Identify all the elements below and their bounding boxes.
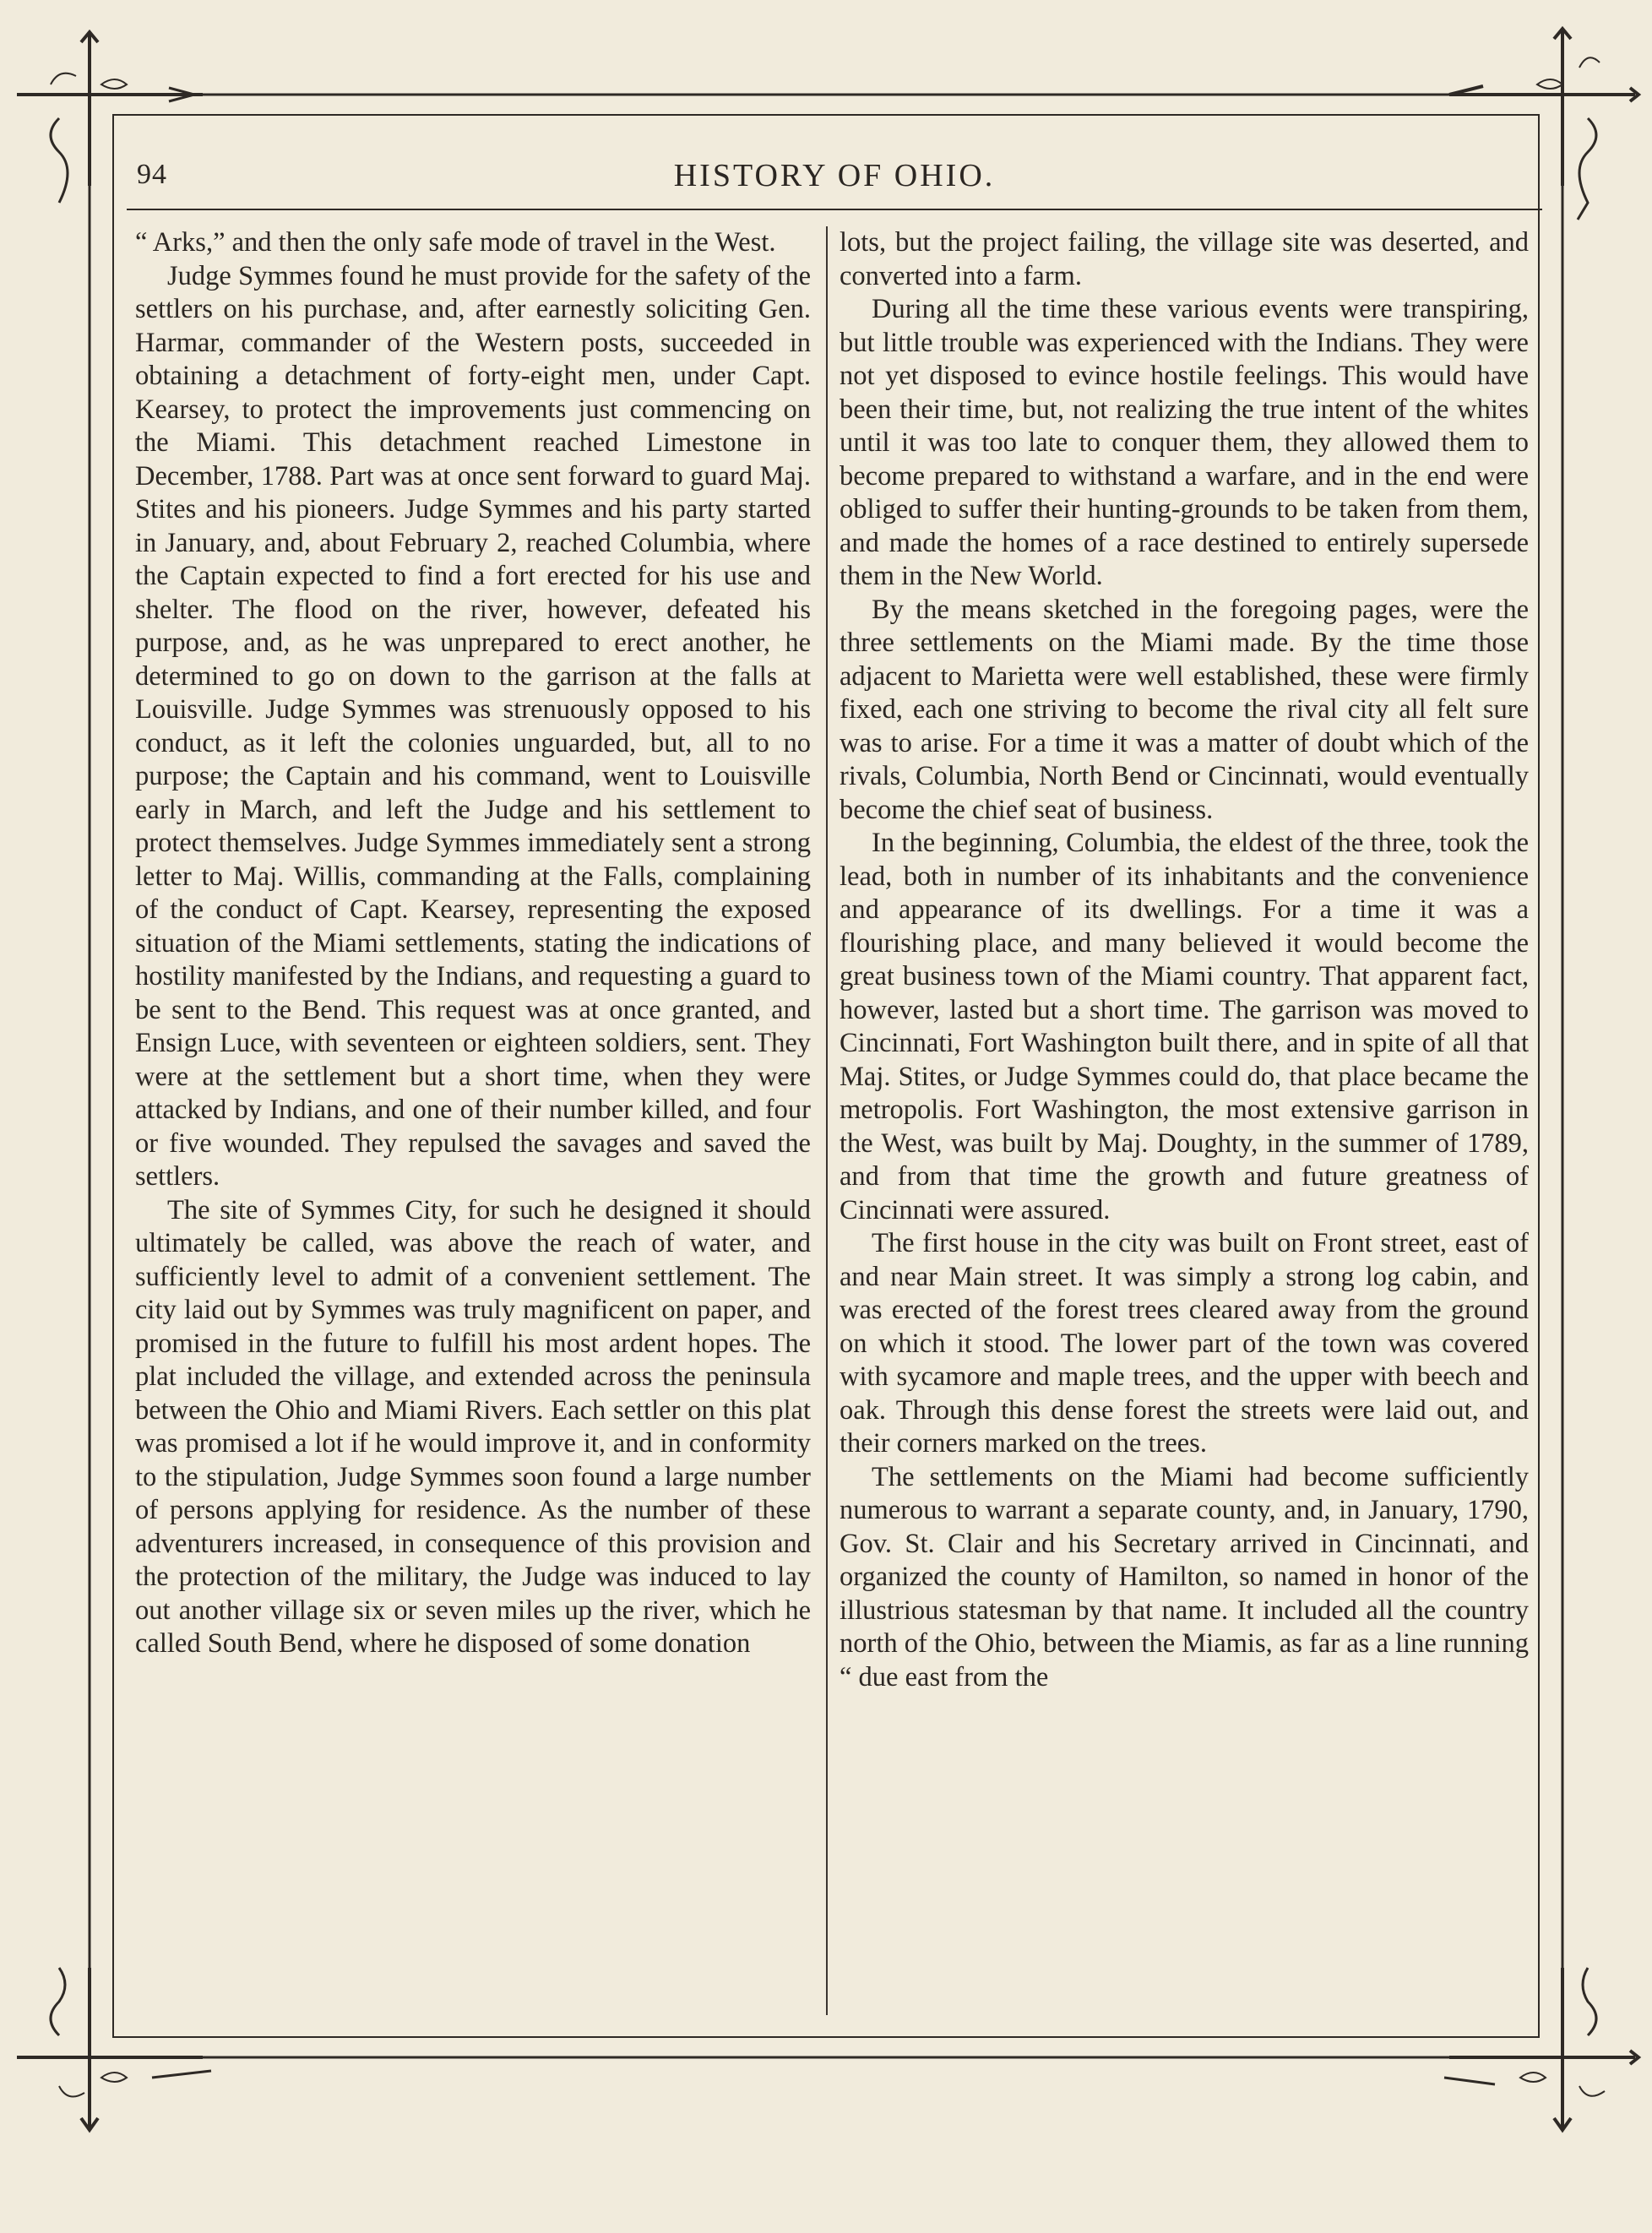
paragraph: During all the time these various events were transpiring, but little trouble was experienced with the Indians. They were not yet disposed to evince hostile feelings. This would have been their time, but, not realizing the true intent of the whites until it was too late to conquer them, they allowed them to become prepared to withstand a warfare, and in the end were obliged to suffer their hunting-grounds to be taken from them, and made the homes of a race destined to entirely supersede them in the New World. <box>840 294 1529 591</box>
page-header <box>127 154 1542 204</box>
body-columns <box>135 226 1529 2017</box>
right-column <box>840 226 1529 2017</box>
paragraph: By the means sketched in the foregoing pages, were the three settlements on the Miami made. By the time those adjacent to Marietta were well established, these were firmly fixed, each one striving to become the rival city all felt sure was to arise. For a time it was a matter of doubt which of the rivals, Columbia, North Bend or Cincinnati, would eventually become the chief seat of business. <box>840 594 1529 825</box>
left-column <box>135 226 811 2017</box>
page-number: 94 <box>137 159 167 190</box>
paragraph: lots, but the project failing, the village site was deserted, and converted into a farm. <box>840 227 1529 291</box>
paragraph: The first house in the city was built on Front street, east of and near Main street. It was simply a strong log cabin, and was erected of the forest trees cleared away from the ground on which it stood. The lower part of the town was covered with sycamore and maple trees, and the upper with beech and oak. Through this dense forest the streets were laid out, and their corners marked on the trees. <box>840 1228 1529 1459</box>
paragraph: Judge Symmes found he must provide for the safety of the settlers on his purchase, and, after earnestly soliciting Gen. Harmar, commander of the Western posts, succeeded in obtaining a detachment of forty-eight men, under Capt. Kearsey, to protect the improvements just commencing on the Miami. This detachment reached Limestone in December, 1788. Part was at once sent forward to guard Maj. Stites and his pioneers. Judge Symmes and his party started in January, and, about February 2, reached Columbia, where the Captain expected to find a fort erected for his use and shelter. The flood on the river, however, defeated his purpose, and, as he was unprepared to erect another, he determined to go on down to the garrison at the falls at Louisville. Judge Symmes was strenuously opposed to his conduct, as it left the colonies unguarded, but, all to no purpose; the Captain and his command, went to Louisville early in March, and left the Judge and his settlement to protect themselves. Judge Symmes immediately sent a strong letter to Maj. Willis, commanding at the Falls, complaining of the conduct of Capt. Kearsey, representing the exposed situation of the Miami settlements, stating the indications of hostility manifested by the Indians, and requesting a guard to be sent to the Bend. This request was at once granted, and Ensign Luce, with seventeen or eighteen soldiers, sent. They were at the settlement but a short time, when they were attacked by Indians, and one of their number killed, and four or five wounded. They repulsed the savages and saved the settlers. <box>135 260 811 1192</box>
paragraph: In the beginning, Columbia, the eldest of the three, took the lead, both in number of its inhabitants and the convenience and appearance of its dwellings. For a time it was a flourishing place, and many believed it would become the great business town of the Miami country. That apparent fact, however, lasted but a short time. The garrison was moved to Cincinnati, Fort Washington built there, and in spite of all that Maj. Stites, or Judge Symmes could do, that place became the metropolis. Fort Washington, the most extensive garrison in the West, was built by Maj. Doughty, in the summer of 1789, and from that time the growth and future greatness of Cincinnati were assured. <box>840 828 1529 1225</box>
paragraph: The site of Symmes City, for such he designed it should ultimately be called, was above the reach of water, and sufficiently level to admit of a convenient settlement. The city laid out by Symmes was truly magnificent on paper, and promised in the future to fulfill his most ardent hopes. The plat included the village, and extended across the peninsula between the Ohio and Miami Rivers. Each settler on this plat was promised a lot if he would improve it, and in conformity to the stipulation, Judge Symmes soon found a large number of persons applying for residence. As the number of these adventurers increased, in consequence of this provision and the protection of the military, the Judge was induced to lay out another village six or seven miles up the river, which he called South Bend, where he disposed of some donation <box>135 1194 811 1659</box>
column-divider <box>826 226 828 2015</box>
running-head: HISTORY OF OHIO. <box>673 158 996 193</box>
paragraph: The settlements on the Miami had become sufficiently numerous to warrant a separate county, and, in January, 1790, Gov. St. Clair and his Secretary arrived in Cincinnati, and organized the county of Hamilton, so named in honor of the illustrious statesman by that name. It included all the country north of the Ohio, between the Miamis, as far as a line running “ due east from the <box>840 1461 1529 1692</box>
paragraph: “ Arks,” and then the only safe mode of travel in the West. <box>135 227 776 258</box>
